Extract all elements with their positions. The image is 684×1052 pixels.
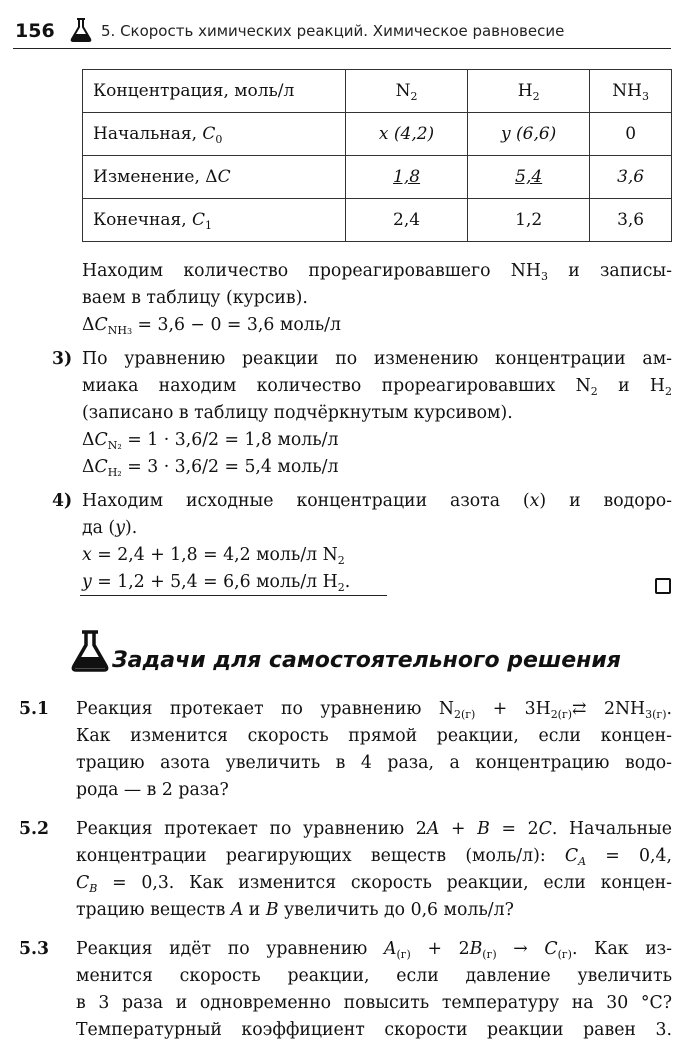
concentration-table [82, 69, 672, 242]
table-row [83, 199, 672, 242]
task-text-line: $C_B = 0,3$. Как изменится скорость реакции, если концен- [76, 873, 672, 895]
cell-final-n2: 2,4 [346, 199, 468, 242]
header-h2-cell: $H_2$ [468, 70, 590, 113]
task-text-line: Реакция протекает по уравнению 2A + B = 2C. Начальные [76, 819, 673, 839]
cell-initial-n2: x (4,2) [346, 113, 468, 156]
task-text-line: Как изменится скорость прямой реакции, если концен- [76, 726, 672, 746]
task-text-line: Температурный коэффициент скорости реакции равен 3. [76, 1020, 672, 1040]
cell-final-h2: 1,2 [468, 199, 590, 242]
solution-text-line: Находим количество прореагировавшего $NH_3$ и записы- [82, 261, 672, 283]
row-label-change: Изменение, ΔC [83, 156, 346, 199]
table-row [83, 156, 672, 199]
cell-final-nh3: 3,6 [590, 199, 672, 242]
task-text-line: концентрации реагирующих веществ (моль/л): $C_A = 0,4$, [76, 846, 672, 868]
task-text-line: Реакция идёт по уравнению $A_{(г)} + 2B_{(г)} \to C_{(г)}$. Как из- [76, 939, 673, 961]
cell-change-nh3: 3,6 [590, 156, 672, 199]
end-of-solution-icon [655, 578, 671, 594]
equation-x: x = 2,4 + 1,8 = 4,2 моль/л $N_2$ [82, 545, 345, 567]
row-label-final: Конечная, $C_1$ [83, 199, 346, 242]
cell-initial-h2: y (6,6) [468, 113, 590, 156]
solution-text-line: По уравнению реакции по изменению концентрации ам- [82, 349, 672, 369]
equation-y: y = 1,2 + 5,4 = 6,6 моль/л $H_2$. [82, 572, 351, 594]
task-text-line: менится скорость реакции, если давление увеличить [76, 966, 672, 986]
task-number: 5.1 [19, 699, 50, 719]
page-number: 156 [15, 20, 55, 42]
task-text-line: Реакция протекает по уравнению $N_{2(г)}$ + $3H_{2(г)}⇄$ $2NH_{3(г)}$. [76, 699, 672, 721]
solution-text-line: миака находим количество прореагировавших $N_2$ и $H_2$ [82, 376, 673, 398]
step-number: 3) [52, 349, 73, 369]
equation-delta-h2: $\Delta C_{H_2} = 3 \cdot 3,6/2 = 5,4$ моль/л [82, 457, 339, 479]
solution-text-line: да (y). [82, 518, 138, 538]
header-nh3-cell: $NH_3$ [590, 70, 672, 113]
solution-text-line: (записано в таблицу подчёркнутым курсивом). [82, 403, 513, 423]
equation-delta-nh3: $\Delta C_{NH3} = 3,6 - 0 = 3,6$ моль/л [82, 315, 341, 337]
section-title: Задачи для самостоятельного решения [112, 648, 621, 673]
solution-text-line: ваем в таблицу (курсив). [82, 288, 308, 308]
chapter-title: 5. Скорость химических реакций. Химическое равновесие [101, 22, 565, 40]
header-label-cell: Концентрация, моль/л [83, 70, 346, 113]
cell-change-h2: 5,4 [468, 156, 590, 199]
task-text-line: рода — в 2 раза? [76, 780, 229, 800]
task-text-line: в 3 раза и одновременно повысить температуру на 30 °С? [76, 993, 672, 1013]
step-number: 4) [52, 491, 73, 511]
table-row [83, 113, 672, 156]
flask-icon [70, 18, 92, 46]
task-text-line: трацию азота увеличить в 4 раза, а концентрацию водо- [76, 753, 672, 773]
cell-initial-nh3: 0 [590, 113, 672, 156]
cell-change-n2: 1,8 [346, 156, 468, 199]
solution-text-line: Находим исходные концентрации азота (x) и водоро- [82, 491, 672, 511]
flask-icon [70, 630, 110, 676]
task-number: 5.2 [19, 819, 50, 839]
task-number: 5.3 [19, 939, 50, 959]
header-n2-cell: $N_2$ [346, 70, 468, 113]
row-label-initial: Начальная, $C_0$ [83, 113, 346, 156]
table-header-row [83, 70, 672, 113]
page-header [13, 14, 671, 49]
task-text-line: трацию веществ A и B увеличить до 0,6 моль/л? [76, 900, 514, 920]
equation-delta-n2: $\Delta C_{N_2} = 1 \cdot 3,6/2 = 1,8$ моль/л [82, 430, 339, 452]
solution-end-rule [80, 595, 387, 596]
